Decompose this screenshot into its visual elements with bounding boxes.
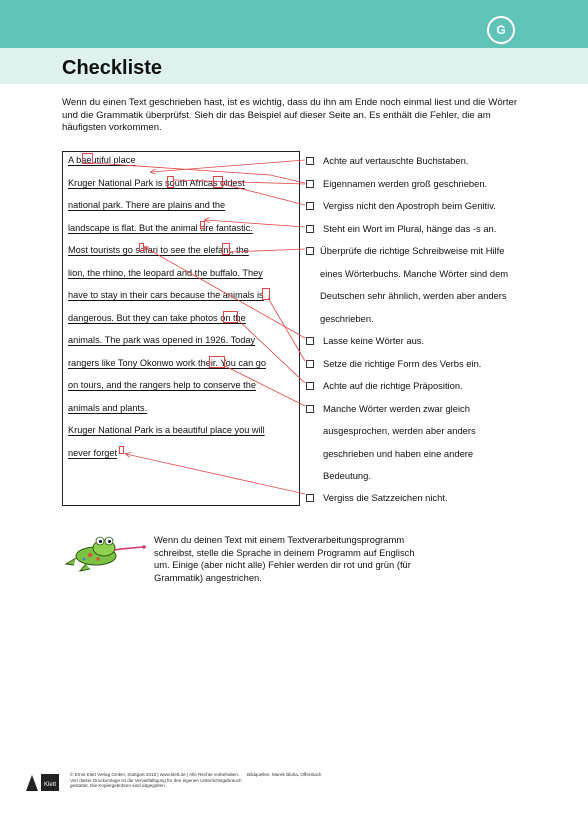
checklist-item-continuation: geschrieben und haben eine andere <box>323 448 474 459</box>
level-badge: G <box>487 16 515 44</box>
checklist-item: Setze die richtige Form des Verbs ein. <box>323 358 482 369</box>
text-line: have to stay in their cars because the animals is <box>68 290 264 300</box>
text-line: rangers like Tony Okonwo work their. You can go <box>68 358 266 368</box>
checklist-item-continuation: geschrieben. <box>320 313 374 324</box>
intro-text: Wenn du einen Text geschrieben hast, ist es wichtig, dass du ihn am Ende noch einmal liest und die Wörter und die Grammatik überprüfst. Sieh dir das Beispiel auf dieser Seite an. Es enthält die Fehler, die am häufigsten vorkommen. <box>62 97 518 133</box>
checklist-item: Steht ein Wort im Plural, hänge das -s an. <box>323 223 497 234</box>
copyright-notice: © Ernst Klett Verlag GmbH, Stuttgart 2013 | www.klett.de | Alle Rechte vorbehalten. Von dieser Druckvorlage ist die Vervielfältigung für den eigenen Unterrichtsgebrauch gestattet. Die Kopiergebühren sind abgegolten. <box>70 772 242 789</box>
arrow-item-1 <box>151 160 305 172</box>
text-line: Kruger National Park is a beautiful place you will <box>68 425 265 435</box>
klett-logo <box>22 771 62 793</box>
arrow-item-5 <box>230 249 305 252</box>
checklist-item-continuation: Bedeutung. <box>323 470 371 481</box>
checkbox-1[interactable] <box>306 157 314 165</box>
checkbox-6[interactable] <box>306 337 314 345</box>
checklist-item: Eigennamen werden groß geschrieben. <box>323 178 488 189</box>
text-line: national park. There are plains and the <box>68 200 226 210</box>
checkbox-3[interactable] <box>306 202 314 210</box>
text-line: landscape is flat. But the animal are fantastic. <box>68 223 253 233</box>
checklist-item-continuation: ausgesprochen, werden aber anders <box>323 425 476 436</box>
checkbox-7[interactable] <box>306 360 314 368</box>
page-title: Checkliste <box>62 57 163 79</box>
arrow-item-4 <box>205 220 305 227</box>
arrow-item-2 <box>270 175 305 183</box>
checklist-item: Achte auf vertauschte Buchstaben. <box>323 155 469 166</box>
arrow-item-3 <box>223 184 305 205</box>
text-line: animals. The park was opened in 1926. Today <box>68 335 256 345</box>
checkbox-9[interactable] <box>306 405 314 413</box>
checklist-item: Manche Wörter werden zwar gleich <box>323 403 470 414</box>
checklist-item: Vergiss die Satzzeichen nicht. <box>323 492 448 503</box>
checkbox-2[interactable] <box>306 180 314 188</box>
text-line: on tours, and the rangers help to conserve the <box>68 380 256 390</box>
text-line: dangerous. But they can take photos on the <box>68 313 246 323</box>
arrow-item-2c <box>174 180 305 184</box>
checklist-item-continuation: eines Wörterbuchs. Manche Wörter sind dem <box>320 268 509 279</box>
text-line: lion, the rhino, the leopard and the buffalo. They <box>68 268 263 278</box>
image-credits: Bildquellen: Marek Bluha, Offenbach <box>247 772 322 777</box>
text-line: Kruger National Park is south Africas oldest <box>68 178 245 188</box>
tip-text: Wenn du deinen Text mit einem Textverarbeitungsprogramm schreibst, stelle die Sprache in deinem Programm auf Englisch um. Einige (aber nicht alle) Fehler werden dir rot und grün (für Grammatik) angestrichen. <box>154 534 415 583</box>
checkbox-4[interactable] <box>306 225 314 233</box>
checklist-item: Lasse keine Wörter aus. <box>323 335 425 346</box>
arrow-item-7 <box>268 298 305 361</box>
text-line: A baeutiful place <box>68 155 136 165</box>
text-line: animals and plants. <box>68 403 148 413</box>
checkbox-5[interactable] <box>306 247 314 255</box>
arrow-item-10 <box>126 454 305 494</box>
checklist-item: Vergiss nicht den Apostroph beim Genitiv. <box>323 200 496 211</box>
svg-text:Klett: Klett <box>43 782 57 788</box>
checklist-item: Achte auf die richtige Präposition. <box>323 380 463 391</box>
arrow-item-6 <box>144 247 305 338</box>
checklist-item-continuation: Deutschen sehr ähnlich, werden aber anders <box>320 290 507 301</box>
frog-illustration-icon <box>62 528 147 573</box>
text-line: Most tourists go safari to see the elefant, the <box>68 245 249 255</box>
arrow-item-8 <box>238 320 305 383</box>
checkbox-8[interactable] <box>306 382 314 390</box>
checklist-item: Überprüfe die richtige Schreibweise mit Hilfe <box>320 245 505 256</box>
text-line: never forget <box>68 448 118 458</box>
checkbox-10[interactable] <box>306 494 314 502</box>
